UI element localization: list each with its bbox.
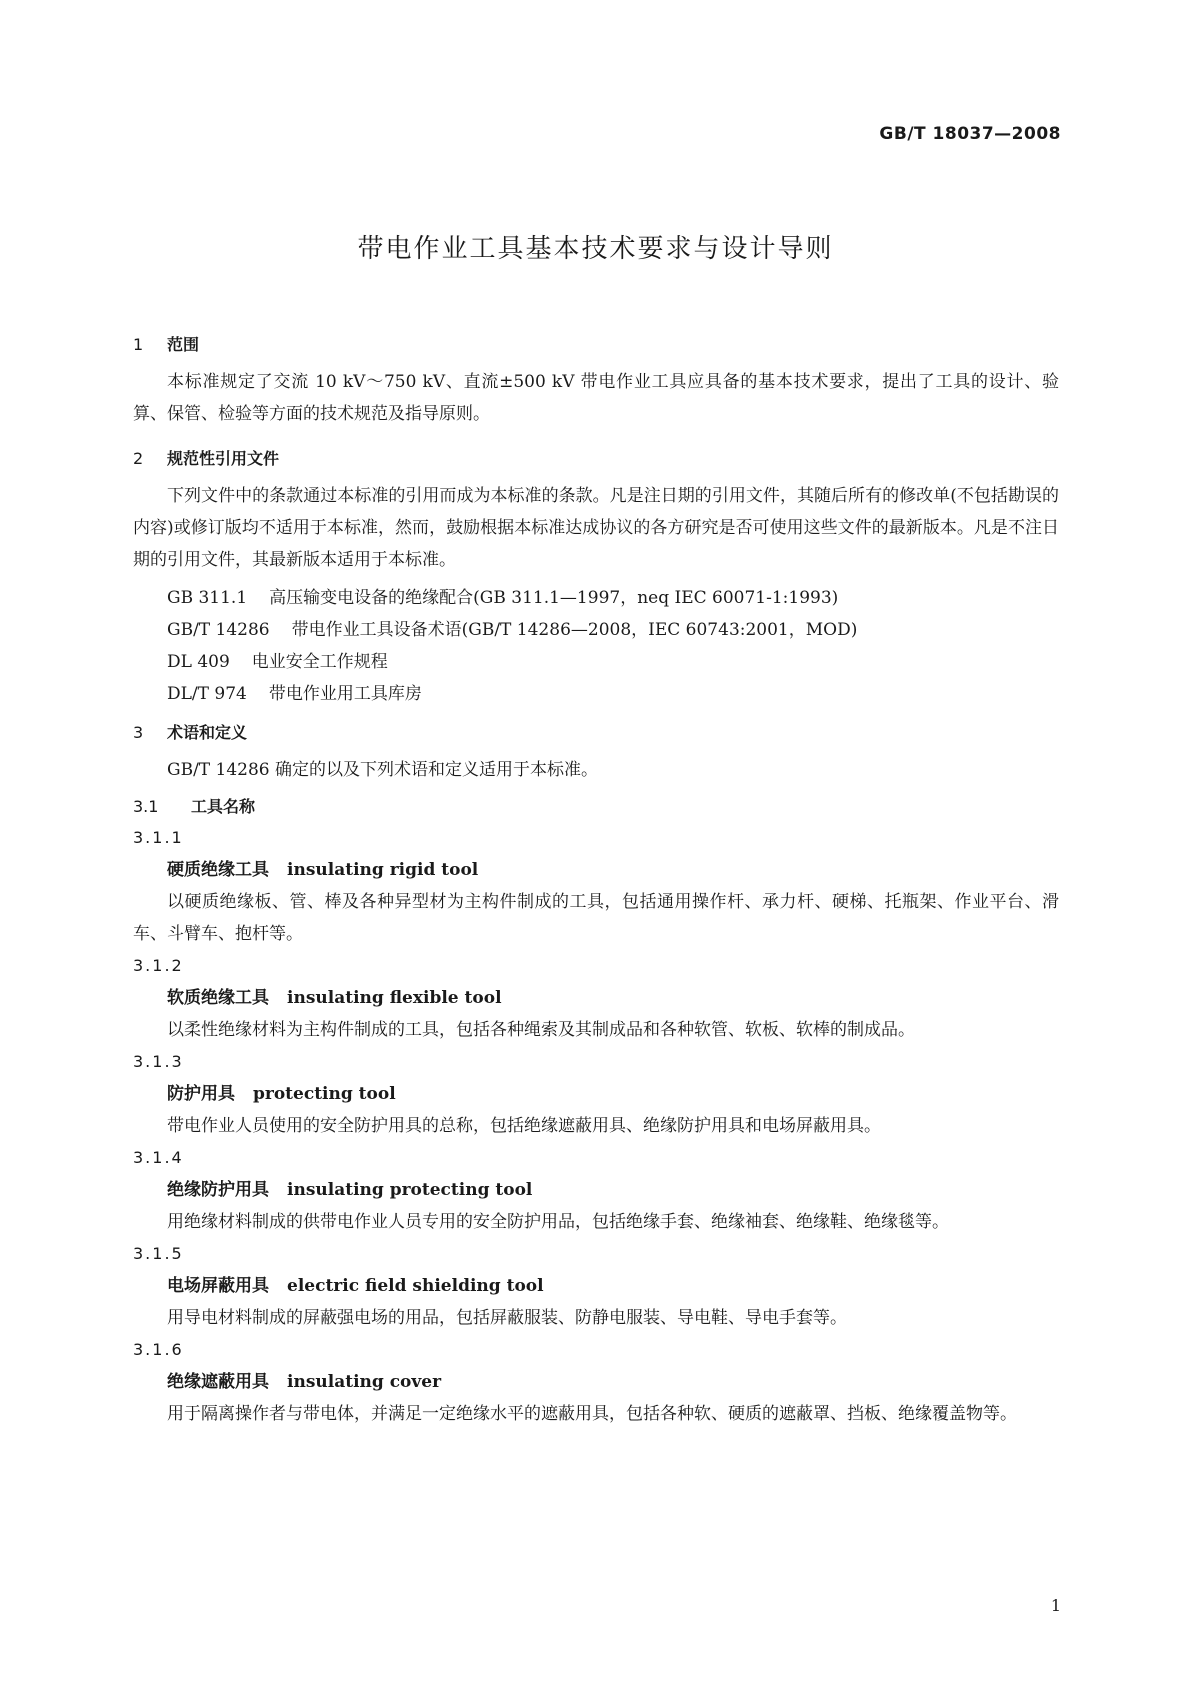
reference-title: 带电作业工具设备术语(GB/T 14286—2008，IEC 60743:2001，MOD) — [291, 620, 858, 640]
reference-item — [133, 582, 1059, 614]
term-name-zh: 绝缘遮蔽用具 — [167, 1372, 269, 1392]
terms-intro-paragraph: GB/T 14286 确定的以及下列术语和定义适用于本标准。 — [167, 760, 599, 780]
term-name-zh: 绝缘防护用具 — [167, 1180, 269, 1200]
references-intro-paragraph: 下列文件中的条款通过本标准的引用而成为本标准的条款。凡是注日期的引用文件，其随后所有的修改单(不包括勘误的内容)或修订版均不适用于本标准，然而，鼓励根据本标准达成协议的各方研究是否可使用这些文件的最新版本。凡是不注日期的引用文件，其最新版本适用于本标准。 — [133, 486, 1059, 570]
term-name — [133, 854, 1059, 886]
term-number: 3.1.4 — [133, 1148, 184, 1167]
term-definition: 以柔性绝缘材料为主构件制成的工具，包括各种绳索及其制成品和各种软管、软板、软棒的制成品。 — [167, 1020, 915, 1040]
term-name-en: insulating protecting tool — [287, 1180, 533, 1200]
term-name — [133, 1174, 1059, 1206]
term-name-en: insulating flexible tool — [287, 988, 502, 1008]
reference-item — [133, 646, 1059, 678]
term-name-en: insulating rigid tool — [287, 860, 479, 880]
section-title: 范围 — [167, 335, 200, 354]
reference-item — [133, 678, 1059, 710]
reference-title: 电业安全工作规程 — [251, 652, 388, 672]
document-body — [133, 330, 1059, 1430]
term-name-zh: 电场屏蔽用具 — [167, 1276, 269, 1296]
term-definition: 用于隔离操作者与带电体，并满足一定绝缘水平的遮蔽用具，包括各种软、硬质的遮蔽罩、挡板、绝缘覆盖物等。 — [167, 1404, 1017, 1424]
term-name-en: insulating cover — [287, 1372, 442, 1392]
term-number: 3.1.3 — [133, 1052, 184, 1071]
term-name-en: protecting tool — [253, 1084, 396, 1104]
reference-title: 高压输变电设备的绝缘配合(GB 311.1—1997，neq IEC 60071-1:1993) — [269, 588, 839, 608]
term-definition: 以硬质绝缘板、管、棒及各种异型材为主构件制成的工具，包括通用操作杆、承力杆、硬梯、托瓶架、作业平台、滑车、斗臂车、抱杆等。 — [133, 892, 1059, 944]
section-title: 规范性引用文件 — [167, 449, 280, 468]
reference-code: DL/T 974 — [167, 684, 247, 704]
section-2-heading — [133, 444, 1059, 474]
page-number: 1 — [1050, 1596, 1061, 1615]
section-title: 术语和定义 — [167, 723, 248, 742]
term-name — [133, 1270, 1059, 1302]
subsection-number: 3.1 — [133, 797, 159, 816]
term-number: 3.1.2 — [133, 956, 184, 975]
term-name-zh: 软质绝缘工具 — [167, 988, 269, 1008]
reference-code: GB/T 14286 — [167, 620, 270, 640]
term-number: 3.1.5 — [133, 1244, 184, 1263]
section-number: 2 — [133, 449, 144, 468]
reference-code: GB 311.1 — [167, 588, 248, 608]
term-definition: 用绝缘材料制成的供带电作业人员专用的安全防护用品，包括绝缘手套、绝缘袖套、绝缘鞋、绝缘毯等。 — [167, 1212, 949, 1232]
section-number: 3 — [133, 723, 144, 742]
term-definition: 带电作业人员使用的安全防护用具的总称，包括绝缘遮蔽用具、绝缘防护用具和电场屏蔽用具。 — [167, 1116, 881, 1136]
standard-code: GB/T 18037—2008 — [879, 124, 1061, 144]
subsection-title: 工具名称 — [191, 797, 256, 816]
section-number: 1 — [133, 335, 144, 354]
term-name-zh: 防护用具 — [167, 1084, 235, 1104]
reference-item — [133, 614, 1059, 646]
reference-title: 带电作业用工具库房 — [268, 684, 422, 704]
section-3-heading — [133, 718, 1059, 748]
section-1-heading — [133, 330, 1059, 360]
subsection-3-1-heading — [133, 792, 1059, 822]
document-title: 带电作业工具基本技术要求与设计导则 — [357, 234, 834, 264]
term-name-en: electric field shielding tool — [287, 1276, 544, 1296]
term-name — [133, 1078, 1059, 1110]
term-number: 3.1.6 — [133, 1340, 184, 1359]
reference-code: DL 409 — [167, 652, 230, 672]
term-name — [133, 982, 1059, 1014]
term-name — [133, 1366, 1059, 1398]
term-definition: 用导电材料制成的屏蔽强电场的用品，包括屏蔽服装、防静电服装、导电鞋、导电手套等。 — [167, 1308, 847, 1328]
scope-paragraph: 本标准规定了交流 10 kV～750 kV、直流±500 kV 带电作业工具应具备的基本技术要求，提出了工具的设计、验算、保管、检验等方面的技术规范及指导原则。 — [133, 372, 1059, 424]
term-name-zh: 硬质绝缘工具 — [167, 860, 269, 880]
term-number: 3.1.1 — [133, 828, 184, 847]
